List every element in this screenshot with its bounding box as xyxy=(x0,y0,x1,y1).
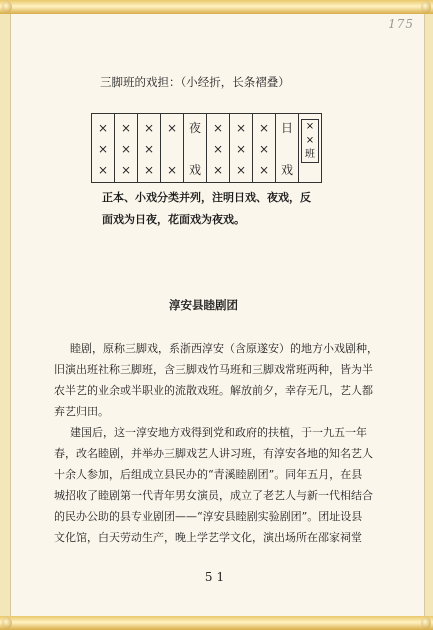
table-mark: × xyxy=(143,142,155,156)
body-line-9: 的民办公助的县专业剧团——“淳安县睦剧实验剧团”。团址设县 xyxy=(54,510,363,523)
table-column-5 xyxy=(184,114,207,183)
table-mark: 班 xyxy=(305,149,315,160)
document-page[interactable] xyxy=(10,14,425,616)
table-column-1 xyxy=(92,114,115,183)
table-mark: × xyxy=(212,163,224,177)
table-mark: × xyxy=(258,142,270,156)
body-line-1: 睦剧，原称三脚戏，系浙西淳安（含原遂安）的地方小戏剧种， xyxy=(70,342,378,355)
table-column-9 xyxy=(276,114,299,183)
table-mark: × xyxy=(120,142,132,156)
table-mark: × xyxy=(235,142,247,156)
table-column-6 xyxy=(207,114,230,183)
table-mark: × xyxy=(120,121,132,135)
table-mark: × xyxy=(305,121,315,132)
note-line-2: 面戏为日夜，花面戏为夜戏。 xyxy=(102,213,245,226)
table-column-8 xyxy=(253,114,276,183)
table-mark: × xyxy=(143,163,155,177)
note-line-1: 正本、小戏分类并列，注明日戏、夜戏，反 xyxy=(102,191,311,204)
body-line-3: 农半艺的业余或半职业的流散戏班。解放前夕，幸存无几，艺人都 xyxy=(54,384,373,397)
table-mark: × xyxy=(235,121,247,135)
scroll-knob-right xyxy=(421,1,431,13)
section-heading: 淳安县睦剧团 xyxy=(169,298,238,312)
troupe-table xyxy=(91,113,322,183)
body-line-10: 文化馆，白天劳动生产，晚上学艺学文化，演出场所在邵家祠堂 xyxy=(54,531,362,544)
page-number: 51 xyxy=(204,570,229,584)
troupe-heading: 三脚班的戏担：（小经折，长条褶叠） xyxy=(100,75,290,89)
table-mark: × xyxy=(258,163,270,177)
table-mark: × xyxy=(235,163,247,177)
table-column-3 xyxy=(138,114,161,183)
body-line-2: 旧演出班社称三脚班，含三脚戏竹马班和三脚戏常班两种，皆为半 xyxy=(54,363,373,376)
body-line-7: 十余人参加，后组成立县民办的“青溪睦剧团”。同年五月，在县 xyxy=(54,468,363,481)
table-mark: × xyxy=(166,163,178,177)
body-line-6: 春，改名睦剧，并举办三脚戏艺人讲习班，有淳安各地的知名艺人 xyxy=(54,447,373,460)
table-mark: × xyxy=(97,163,109,177)
corner-page-number: 175 xyxy=(388,17,414,31)
scroll-knob-right-bottom xyxy=(421,617,431,629)
scroll-knob-left-bottom xyxy=(2,617,12,629)
table-inner-box xyxy=(301,119,319,163)
body-line-8: 城招收了睦剧第一代青年男女演员，成立了老艺人与新一代相结合 xyxy=(54,489,373,502)
scroll-bottom-bar xyxy=(0,616,433,630)
table-mark: × xyxy=(258,121,270,135)
table-mark: × xyxy=(212,142,224,156)
table-mark: × xyxy=(143,121,155,135)
table-column-7 xyxy=(230,114,253,183)
table-mark: 戏 xyxy=(188,163,201,177)
table-column-last xyxy=(299,114,322,183)
table-mark: × xyxy=(305,135,315,146)
table-column-4 xyxy=(161,114,184,183)
table-mark: 日 xyxy=(280,121,293,135)
table-mark: × xyxy=(97,121,109,135)
body-line-4: 弃艺归田。 xyxy=(54,405,109,418)
table-mark: 戏 xyxy=(280,163,293,177)
table-mark: × xyxy=(166,121,178,135)
table-mark: × xyxy=(97,142,109,156)
table-mark: 夜 xyxy=(188,121,201,135)
table-mark: × xyxy=(212,121,224,135)
scroll-top-bar xyxy=(0,0,433,14)
body-line-5: 建国后，这一淳安地方戏得到党和政府的扶植，于一九五一年 xyxy=(70,426,367,439)
table-column-2 xyxy=(115,114,138,183)
table-mark: × xyxy=(120,163,132,177)
scroll-knob-left xyxy=(2,1,12,13)
